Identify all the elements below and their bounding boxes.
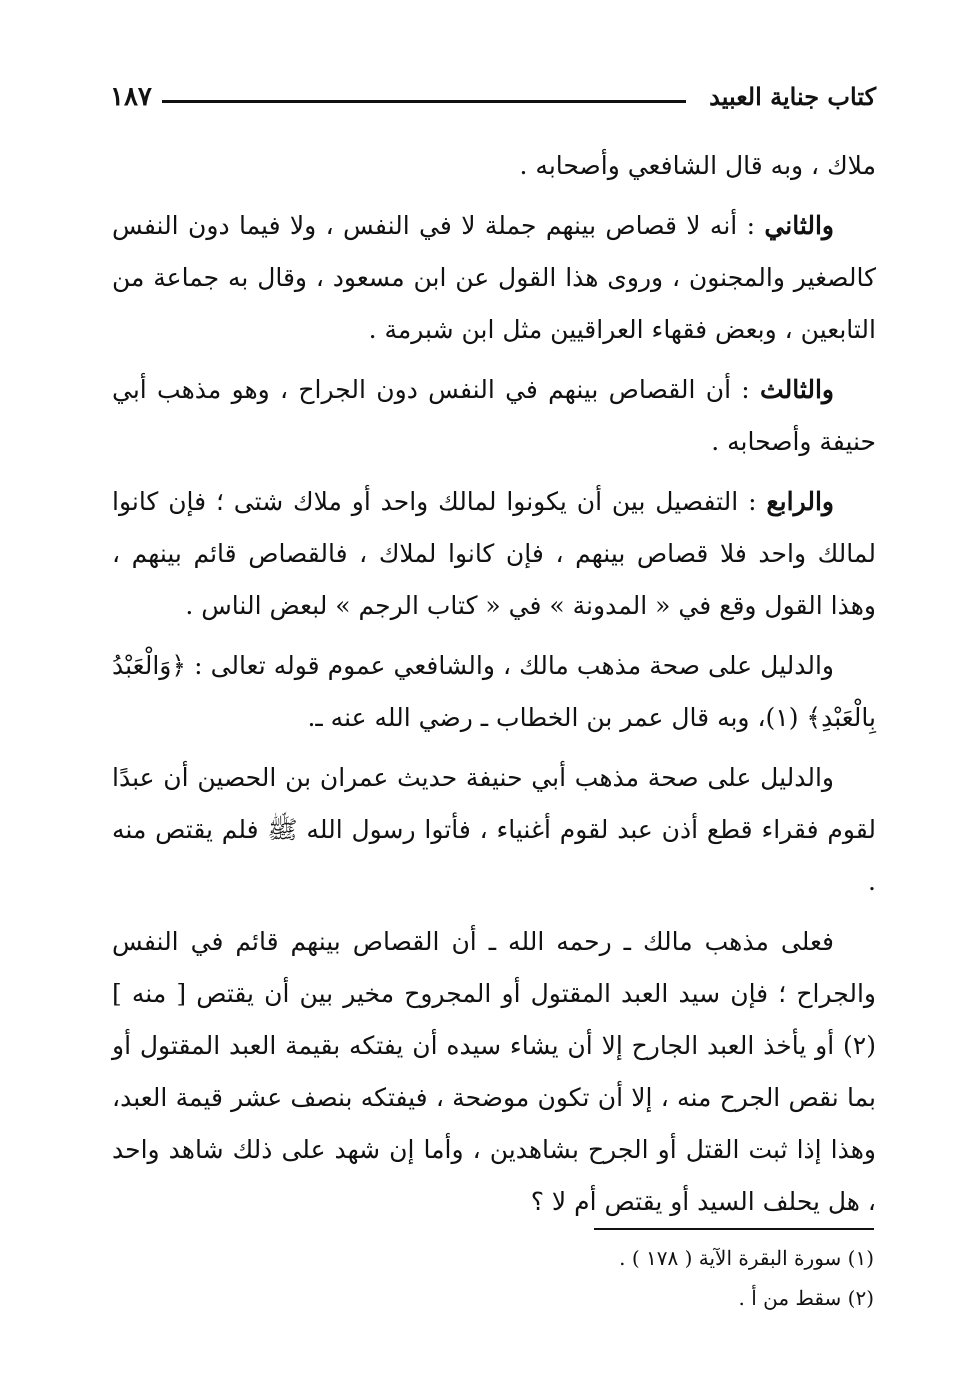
header-rule xyxy=(162,100,686,103)
paragraph-lead: والرابع xyxy=(766,487,834,516)
main-text xyxy=(112,140,876,1228)
book-title: كتاب جناية العبيد xyxy=(709,82,876,111)
page-number: ١٨٧ xyxy=(110,82,152,112)
paragraph-lead: والثالث xyxy=(760,375,834,404)
paragraph: والثاني : أنه لا قصاص بينهم جملة لا في النفس ، ولا فيما دون النفس كالصغير والمجنون ، وروى هذا القول عن ابن مسعود ، وقال به جماعة من التابعين ، وبعض فقهاء العراقيين مثل ابن شبرمة . xyxy=(112,211,876,344)
footnote: (٢) سقط من أ . xyxy=(738,1286,874,1310)
paragraph: والدليل على صحة مذهب مالك ، والشافعي عموم قوله تعالى : ﴿وَالْعَبْدُ بِالْعَبْدِ﴾ (١)، وبه قال عمر بن الخطاب ـ رضي الله عنه ـ. xyxy=(112,651,876,732)
paragraph: فعلى مذهب مالك ـ رحمه الله ـ أن القصاص بينهم قائم في النفس والجراح ؛ فإن سيد العبد المقتول أو المجروح مخير بين أن يقتص [ منه ] (٢) أو يأخذ العبد الجارح إلا أن يشاء سيده أن يفتكه بقيمة العبد المقتول أو بما نقص الجرح منه ، إلا أن تكون موضحة ، فيفتكه بنصف عشر قيمة العبد، وهذا إذا ثبت القتل أو الجرح بشاهدين ، وأما إن شهد على ذلك شاهد واحد ، هل يحلف السيد أو يقتص أم لا ؟ xyxy=(112,927,876,1216)
page-header xyxy=(110,78,876,118)
footnote: (١) سورة البقرة الآية ( ١٧٨ ) . xyxy=(619,1246,874,1270)
paragraph-lead: والثاني xyxy=(764,211,834,240)
footnotes xyxy=(474,1238,874,1318)
footnote-rule xyxy=(594,1228,874,1230)
paragraph: والرابع : التفصيل بين أن يكونوا لمالك واحد أو ملاك شتى ؛ فإن كانوا لمالك واحد فلا قصاص بينهم ، فإن كانوا لملاك ، فالقصاص قائم بينهم ، وهذا القول وقع في « المدونة » في « كتاب الرجم » لبعض الناس . xyxy=(112,487,876,620)
paragraph: والدليل على صحة مذهب أبي حنيفة حديث عمران بن الحصين أن عبدًا لقوم فقراء قطع أذن عبد لقوم أغنياء ، فأتوا رسول الله ﷺ فلم يقتص منه . xyxy=(112,763,876,896)
paragraph: ملاك ، وبه قال الشافعي وأصحابه . xyxy=(519,151,876,180)
paragraph: والثالث : أن القصاص بينهم في النفس دون الجراح ، وهو مذهب أبي حنيفة وأصحابه . xyxy=(112,375,876,456)
